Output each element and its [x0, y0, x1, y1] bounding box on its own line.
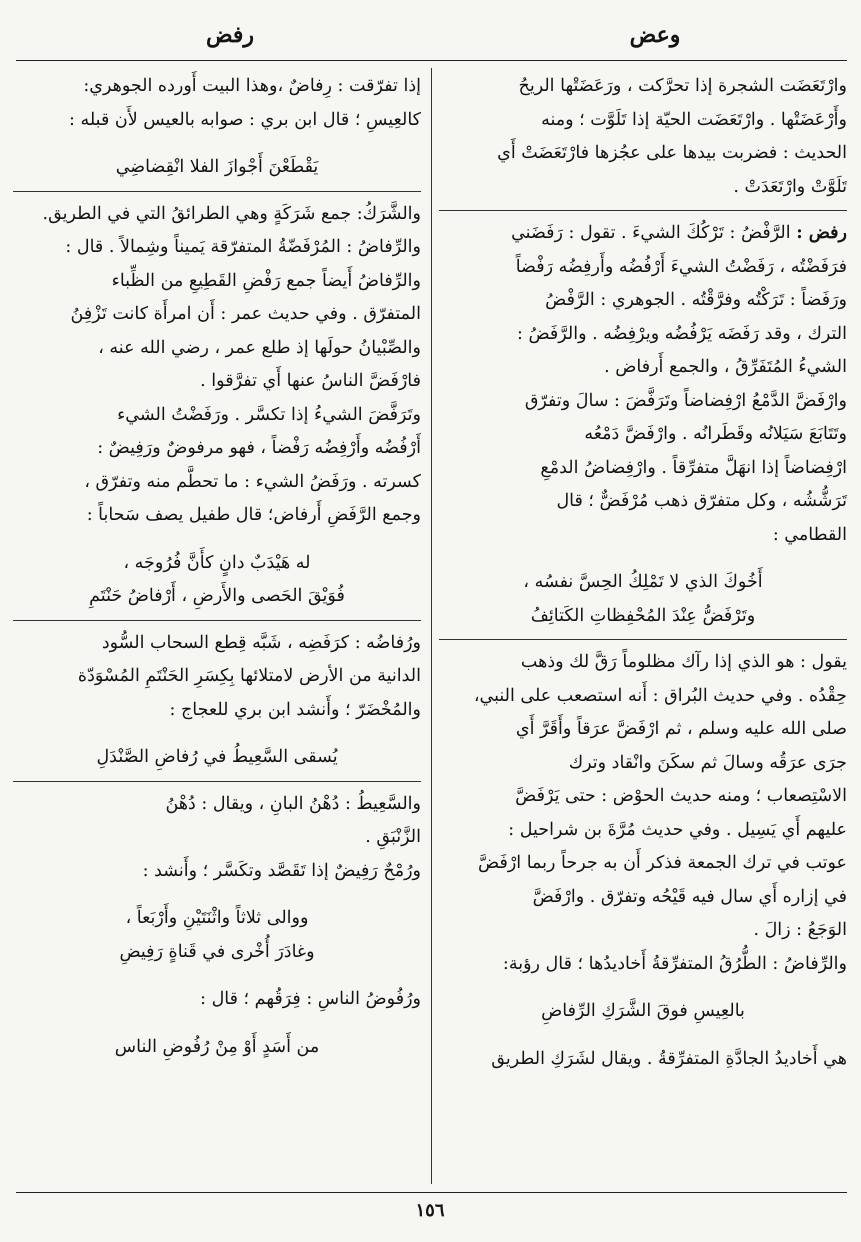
text-line: القطامي :: [772, 524, 847, 545]
bottom-rule: [16, 1192, 847, 1193]
text-line: في إزاره أَي سال فيه قَيْحُه وتفرّق . وارْفَضَّ: [532, 886, 847, 907]
text-line: الدانية من الأرض لامتلائها بِكِسَرِ الحَنْتَمِ المُسْوَدّة: [77, 666, 421, 686]
text-line: ورُفاضُه : كرَفَضِه ، شَبَّه قِطع السحاب السُّود: [101, 632, 421, 653]
right-verse-2: [439, 995, 847, 1029]
left-para-1: [13, 70, 421, 137]
entry-separator: [439, 210, 847, 211]
right-para-3: [439, 385, 847, 553]
text-line: والرِّفاضُ أَيضاً جمع رَفْضِ القَطِيعِ من الظِّباء: [111, 270, 421, 291]
verse-separator: [13, 620, 421, 621]
left-verse-1: [13, 151, 421, 185]
text-line: الزَّنْبَقِ .: [365, 827, 421, 847]
verse-line: وغادَرَ أُخْرى في قَناةٍ رَفِيضِ: [119, 941, 315, 962]
left-verse-4: [13, 902, 421, 969]
entry-rafd: [439, 217, 847, 385]
text-line: جرَى عرَقُه وسالَ ثم سكَنَ وانْقاد وترك: [568, 752, 847, 773]
text-line: ورُفُوضُ الناسِ : فِرَقُهم ؛ قال :: [200, 989, 421, 1009]
right-para-1: [439, 70, 847, 204]
verse-line: أَخُوكَ الذي لا تَمْلِكُ الحِسَّ نفسُه ،: [523, 572, 763, 592]
right-para-5: [439, 948, 847, 982]
text-line: رفض : الرَّفْضُ : تَرْكُكَ الشيءَ . تقول : رَفَضَني: [511, 223, 847, 243]
text-line: وارْفَضَّ الدَّمْعُ ارْفِضاضاً وتَرَفَّضَ : سالَ وتفرّق: [524, 390, 847, 411]
text-line: فرَفَضْتُه ، رَفَضْتُ الشيءَ أَرْفُضُه وأَرفِضُه رَفْضاً: [515, 256, 847, 277]
left-para-3: [13, 399, 421, 533]
page-number: ١٥٦: [415, 1200, 445, 1221]
verse-line: له هَيْدَبٌ دانٍ كأَنَّ فُرُوجَه ،: [123, 552, 311, 573]
text-line: صلى الله عليه وسلم ، ثم ارْفَضَّ عرَقاً وأَقَرَّ أَي: [515, 719, 847, 739]
text-line: الترك ، وقد رَفَضَه يَرْفُضُه ويرْفِضُه . والرَّفَضُ :: [517, 323, 847, 344]
text-line: الشيءُ المُتَفَرِّقُ ، والجمع أَرفاض .: [604, 357, 847, 377]
text-line: إذا تفرّقت : رِفاضٌ ،وهذا البيت أَورده الجوهري:: [83, 76, 421, 96]
text-line: تَرَشُّشُه ، وكل متفرّق ذهب مُرْفَضٌّ ؛ قال: [556, 491, 847, 511]
text-line: عليهم أَي يَسِيل . وفي حديث مُرَّةَ بن شراحيل :: [508, 819, 847, 840]
text-line: هي أَخاديدُ الجادَّةِ المتفرِّقةُ . ويقال لشَرَكِ الطريق: [491, 1048, 847, 1069]
text-line: كالعِيسِ ؛ قال ابن بري : صوابه بالعيس لأَن قبله :: [69, 109, 421, 130]
text-line: والشَّرَكُ: جمع شَرَكَةٍ وهي الطرائقُ التي في الطريق.: [42, 203, 421, 224]
top-rule: [16, 60, 847, 61]
text-line: والرِّفاضُ : المُرْفَضّةُ المتفرّقة يَميناً وشِمالاً . قال :: [65, 237, 421, 257]
text-line: الوَجَعُ : زالَ .: [753, 920, 847, 940]
text-line: والصِّبْيانُ حولَها إذ طلع عمر ، رضي الله عنه ،: [98, 337, 421, 358]
verse-separator: [13, 191, 421, 192]
text-line: والرِّفاضُ : الطُّرُقُ المتفرِّقةُ أَخاديدُها ؛ قال رؤبة:: [502, 953, 847, 974]
text-line: ارْفِضاضاً إذا انهَلَّ متفرِّقاً . وارْفِضاضُ الدمْعِ: [540, 457, 847, 478]
text-line: والمُخْضَرّ ؛ وأَنشد ابن بري للعجاج :: [169, 699, 421, 720]
text-line: وأَرْعَضَتْها . وارْتَعَضَت الحيّة إذا تَلَوَّت ؛ ومنه: [541, 109, 847, 130]
left-verse-2: [13, 547, 421, 614]
left-verse-3: [13, 741, 421, 775]
text-line: وارْتَعَضَت الشجرة إذا تحرَّكت ، ورَعَضَتْها الريحُ: [518, 76, 847, 96]
left-para-2: [13, 198, 421, 399]
right-para-4: [439, 646, 847, 948]
verse-separator: [13, 781, 421, 782]
verse-line: وتَرْفَضُّ عِنْدَ المُحْفِظاتِ الكَتائِفُ: [530, 605, 756, 626]
text-line: وتَتَابَعَ سَيَلانُه وقَطَرانُه . وارْفَضَّ دَمْعُه: [584, 424, 847, 444]
headword: رفض :: [796, 223, 847, 243]
verse-line: ووالى ثلاثاً واثْنَتَيْنِ وأَرْبَعاً ،: [125, 908, 309, 928]
text-line: يقول : هو الذي إذا رآك مظلوماً رَقَّ لك وذهب: [520, 652, 847, 672]
verse-line: يُسقى السَّعِيطُ في رُفاضِ الصَّنْدَلِ: [96, 747, 338, 767]
left-para-6: [13, 855, 421, 889]
verse-line: بالعِيسِ فوقَ الشَّرَكِ الرِّفاضِ: [541, 1001, 745, 1021]
text-line: تَلَوَّتْ وارْتَعَدَتْ .: [733, 176, 847, 197]
text-line: الحديث : فضربت بيدها على عجُزها فارْتَعَضَتْ أَي: [497, 143, 847, 163]
left-para-4: [13, 627, 421, 728]
right-column: [439, 70, 847, 1076]
text-line: ورُمْحٌ رَفِيضٌ إذا تَقَصَّد وتكَسَّر ؛ وأَنشد :: [142, 860, 421, 881]
running-head-right: وعض: [629, 22, 681, 48]
text-line: وجمع الرَّفَضِ أَرفاض؛ قال طفيل يصف سَحاباً :: [86, 505, 421, 525]
text-line: وتَرَفَّضَ الشيءُ إذا تكسَّر . ورَفَضْتُ الشيء: [117, 404, 421, 425]
verse-separator: [439, 639, 847, 640]
text-line: عوتب في ترك الجمعة فذكر أَن به جرحاً ربما ارْفَضَّ: [478, 853, 847, 873]
right-para-6: [439, 1043, 847, 1077]
column-divider: [431, 68, 432, 1184]
text-line: والسَّعِيطُ : دُهْنُ البانِ ، ويقال : دُهْنُ: [165, 793, 421, 814]
verse-line: فُوَيْقَ الحَصى والأَرضِ ، أَرْفاضُ حَنْتَمِ: [89, 586, 345, 606]
text-line: ورَفَضاً : تَرَكْتُه وفرَّقْتُه . الجوهري : الرَّفْضُ: [545, 290, 847, 310]
text-line: المتفرّق . وفي حديث عمر : أَن امرأَة كانت تَزْفِنُ: [70, 304, 421, 324]
left-verse-5: [13, 1031, 421, 1065]
left-column: [13, 70, 421, 1064]
text-line: أَرْفُضُه وأَرْفِضُه رَفْضاً ، فهو مرفوضٌ ورَفِيضٌ :: [97, 438, 421, 458]
verse-line: يَقْطَعْنَ أَجْوازَ الفلا انْقِضاضِي: [115, 157, 319, 177]
left-para-5: [13, 788, 421, 855]
left-para-7: [13, 983, 421, 1017]
text-line: حِقْدُه . وفي حديث البُراق : أَنه استصعب على النبي،: [473, 685, 847, 706]
verse-line: من أَسَدٍ أَوْ مِنْ رُفُوضِ الناس: [114, 1036, 320, 1057]
right-verse-1: [439, 566, 847, 633]
text-line: كسرته . ورَفَضُ الشيء : ما تحطَّم منه وتفرّق ،: [84, 471, 421, 492]
running-head-left: رفض: [205, 22, 255, 48]
text-line: فارْفَضَّ الناسُ عنها أَي تفرَّقوا .: [200, 371, 421, 391]
text-line: الاسْتِصعاب ؛ ومنه حديث الحوْض : حتى يَرْفَضَّ: [515, 786, 847, 806]
